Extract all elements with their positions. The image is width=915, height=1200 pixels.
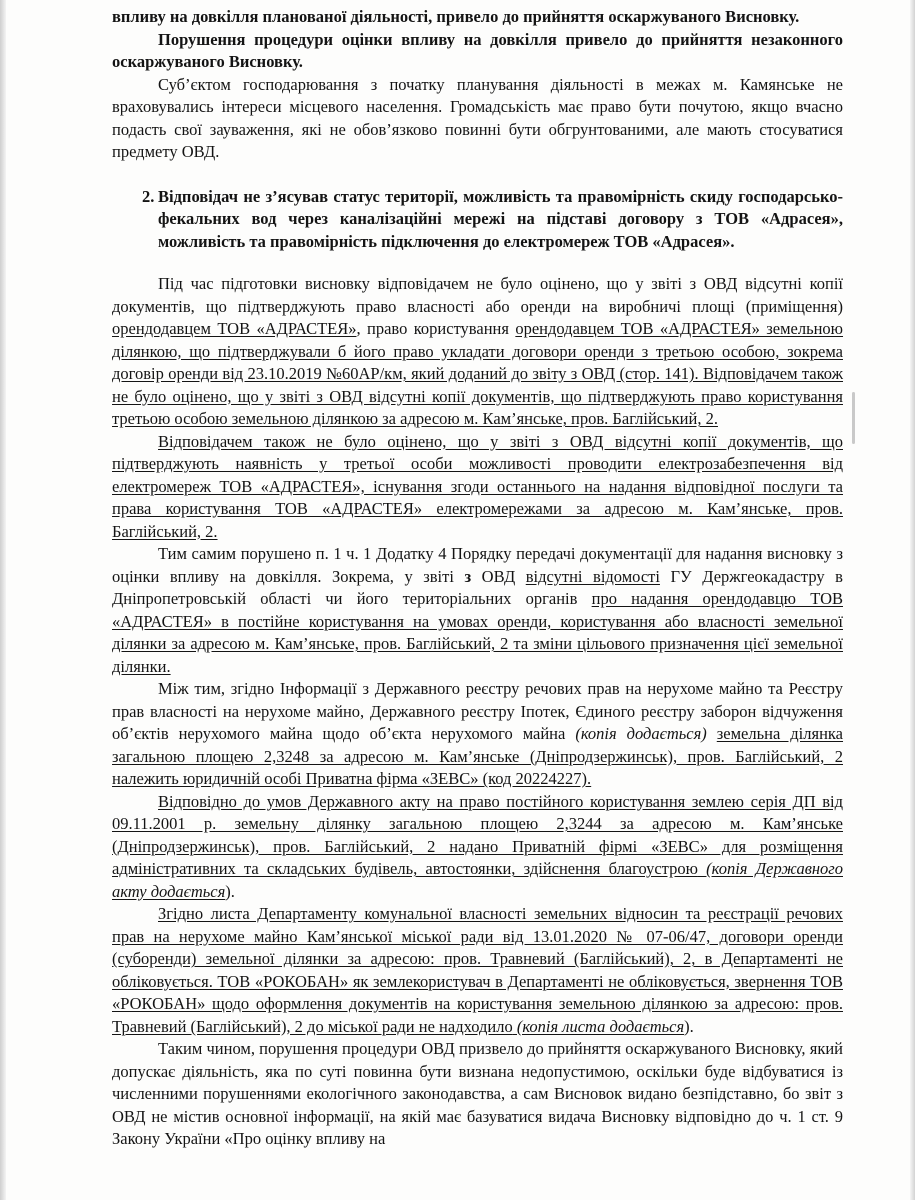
underlined-text: про надання орендодавцю ТОВ «АДРАСТЕЯ» в постійне користування на умовах оренди, користування або власності земельної ділянки за адресою м. Кам’янське, пров. Баглійський, 2 та зміни цільового призначення цієї земельної ділянки. [112, 589, 843, 676]
underlined-text: орендодавцем ТОВ «АДРАСТЕЯ» [112, 319, 357, 338]
page-edge-shadow-right [910, 0, 915, 1200]
underlined-text: земельна ділянка загальною площею 2,3248 за адресою м. Кам’янське (Дніпродзержинськ), пров. Баглійський, 2 належить юридичній особі Приватна фірма «ЗЕВС» (код 20224227). [112, 724, 844, 788]
paragraph-5: Відповідно до умов Державного акту на право постійного користування землею серія ДП від 09.11.2001 р. земельну ділянку загальною площею 2,3244 за адресою м. Кам’янське (Дніпродзержинськ), пров. Баглійський, 2 надано Приватній фірмі «ЗЕВС» для розміщення адміністративних та складських будівель, автостоянки, здійснення благоустрою (копія Державного акту додається). [112, 791, 843, 901]
paragraph-1: Під час підготовки висновку відповідачем не було оцінено, що у звіті з ОВД відсутні копії документів, що підтверджують право власності або оренди на виробничі площі (приміщення) орендодавцем ТОВ «АДРАСТЕЯ», право користування орендодавцем ТОВ «АДРАСТЕЯ» земельною ділянкою, що підтверджували б його право укладати договори оренди з третьою особою, зокрема договір оренди від 23.10.2019 №60АР/км, який доданий до звіту з ОВД (стор. 141). Відповідачем також не було оцінено, що у звіті з ОВД відсутні копії документів, що підтверджують право користування третьою особою земельною ділянкою за адресою м. Кам’янське, пров. Баглійський, 2. [112, 274, 844, 428]
paragraph-7: Таким чином, порушення процедури ОВД призвело до прийняття оскаржуваного Висновку, який допускає діяльність, яка по суті повинна бути визнана недопустимою, оскільки буде відбуватися із численними порушеннями екологічного законодавства, а сам Висновок видано безпідставно, бо звіт з ОВД не містив основної інформації, на якій має базуватися видача Висновку відповідно до ч. 1 ст. 9 Закону України «Про оцінку впливу на [112, 1039, 843, 1148]
section-number: 2. [142, 186, 155, 206]
continuation-line: впливу на довкілля планованої діяльності, привело до прийняття оскаржуваного Висновку. [112, 7, 800, 26]
scroll-edge-mark [852, 392, 855, 444]
section-title: Відповідач не з’ясував статус території, можливість та правомірність скиду господарсько-фекальних вод через каналізаційні мережі на підставі договору з ТОВ «Адрасея», можливість та правомірність підключення до електромереж ТОВ «Адрасея». [158, 186, 843, 251]
paragraph-intro: Суб’єктом господарювання з початку планування діяльності в межах м. Камянське не враховувались інтереси місцевого населення. Громадськість має право бути почутою, якщо вчасно подасть свої зауваження, які не обов’язково повинні бути обгрунтованими, але мають стосуватися предмету ОВД. [112, 74, 843, 161]
conclusion-bold: Порушення процедури оцінки впливу на довкілля привело до прийняття незаконного оскаржуваного Висновку. [112, 29, 843, 71]
underlined-text: Згідно листа Департаменту комунальної власності земельних відносин та реєстрації речових прав на нерухоме майно Кам’янської міської ради від 13.01.2020 № 07-06/47, договори оренди (суборенди) земельної ділянки за адресою: пров. Травневий (Баглійський), 2, в Департаменті не обліковується. ТОВ «РОКОБАН» як землекористувач в Департаменті не обліковується, звернення ТОВ «РОКОБАН» щодо оформлення документів на користування земельною ділянкою за адресою: пров. Травневий (Баглійський), 2 до міської ради не надходило (копія листа додається [112, 904, 843, 1036]
page-edge-shadow-left [0, 0, 6, 1200]
underlined-text: орендодавцем ТОВ «АДРАСТЕЯ» земельною ділянкою, що підтверджували б його право укладати договори оренди з третьою особою, зокрема договір оренди від 23.10.2019 №60АР/км, який доданий до звіту з ОВД (стор. 141). Відповідачем також не було оцінено, що у звіті з ОВД відсутні копії документів, що підтверджують право користування третьою особою земельною ділянкою за адресою м. Кам’янське, пров. Баглійський, 2. [112, 319, 844, 428]
underlined-text: Відповідачем також не було оцінено, що у звіті з ОВД відсутні копії документів, що підтверджують наявність у третьої особи можливості проводити електрозабезпечення від електромереж ТОВ «АДРАСТЕЯ», існування згоди останнього на надання відповідної послуги та права користування ТОВ «АДРАСТЕЯ» електромережами за адресою м. Кам’янське, пров. Баглійський, 2. [112, 431, 843, 541]
underlined-text: відсутні відомості [525, 566, 660, 586]
paragraph-2 [112, 431, 843, 544]
paragraph-3: Тим самим порушено п. 1 ч. 1 Додатку 4 Порядку передачі документації для надання висновку з оцінки впливу на довкілля. Зокрема, у звіті з ОВД відсутні відомості ГУ Держгеокадастру в Дніпропетровській області чи його територіальних органів про надання орендодавцю ТОВ «АДРАСТЕЯ» в постійне користування на умовах оренди, користування або власності земельної ділянки за адресою м. Кам’янське, пров. Баглійський, 2 та зміни цільового призначення цієї земельної ділянки. [112, 544, 843, 676]
paragraph-4: Між тим, згідно Інформації з Державного реєстру речових прав на нерухоме майно та Реєстру прав власності на нерухоме майно, Державного реєстру Іпотек, Єдиного реєстру заборон відчуження об’єктів нерухомого майна щодо об’єкта нерухомого майна (копія додається) земельна ділянка загальною площею 2,3248 за адресою м. Кам’янське (Дніпродзержинськ), пров. Баглійський, 2 належить юридичній особі Приватна фірма «ЗЕВС» (код 20224227). [112, 679, 844, 788]
paragraph-6: Згідно листа Департаменту комунальної власності земельних відносин та реєстрації речових прав на нерухоме майно Кам’янської міської ради від 13.01.2020 № 07-06/47, договори оренди (суборенди) земельної ділянки за адресою: пров. Травневий (Баглійський), 2, в Департаменті не обліковується. ТОВ «РОКОБАН» як землекористувач в Департаменті не обліковується, звернення ТОВ «РОКОБАН» щодо оформлення документів на користування земельною ділянкою за адресою: пров. Травневий (Баглійський), 2 до міської ради не надходило (копія листа додається). [112, 904, 843, 1036]
underlined-text: Відповідно до умов Державного акту на право постійного користування землею серія ДП від 09.11.2001 р. земельну ділянку загальною площею 2,3244 за адресою м. Кам’янське (Дніпродзержинськ), пров. Баглійський, 2 надано Приватній фірмі «ЗЕВС» для розміщення адміністративних та складських будівель, автостоянки, здійснення благоустрою (копія Державного акту додається [112, 791, 843, 901]
section-heading [112, 186, 843, 254]
